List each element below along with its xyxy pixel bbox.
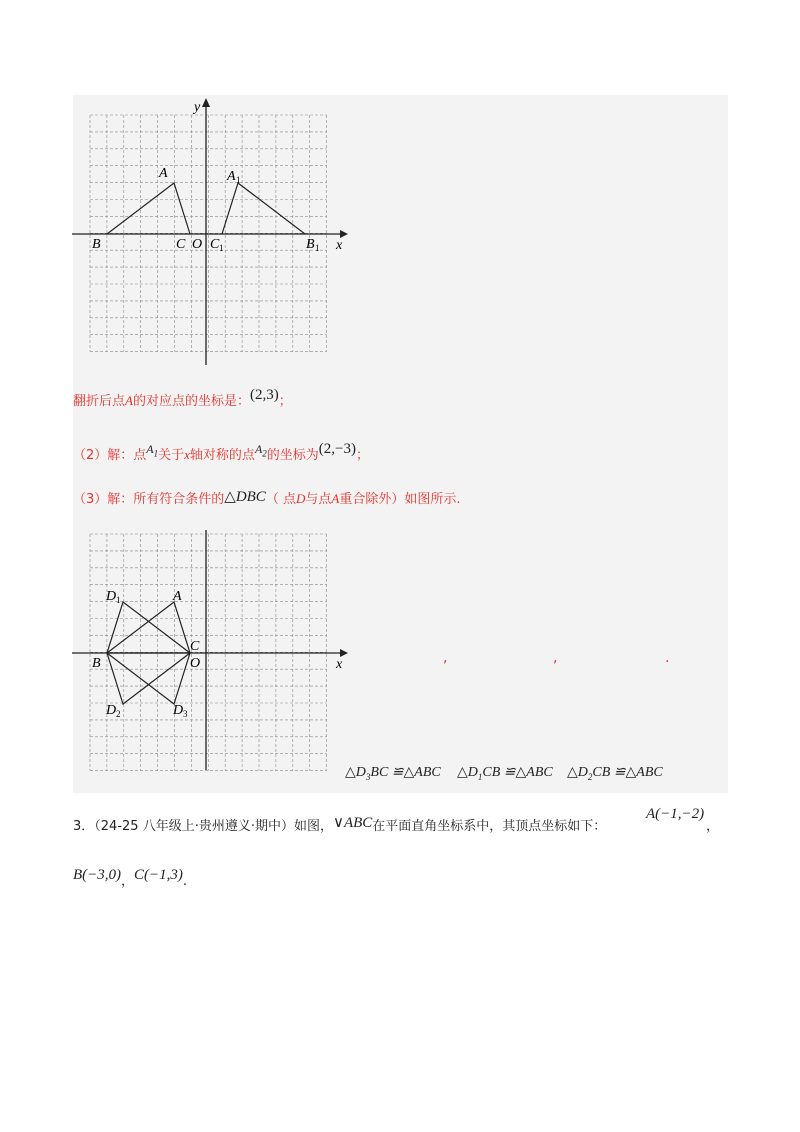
label-b1: B <box>306 237 315 252</box>
question-3-line-1: 3．（24-25 八年级上·贵州遵义·期中）如图，∨ABC在平面直角坐标系中，其顶点坐标如下： <box>73 815 607 834</box>
answer-line-1: 翻折后点A的对应点的坐标是：(2,3)； <box>73 387 292 409</box>
triangle-d1cb <box>107 602 190 653</box>
label-c1: C <box>210 237 220 252</box>
label-o-2: O <box>190 656 201 671</box>
label-d3-sub: 3 <box>183 709 188 719</box>
congruence-1: $\triangle D_3BC$ ≌△ABC <box>345 765 441 782</box>
label-d3: D <box>173 703 184 718</box>
coord-a: A(−1,−2) <box>646 806 705 822</box>
question-source: （24-25 八年级上·贵州遵义·期中）如图， <box>94 819 333 834</box>
figure-2-coordinate-plane <box>70 530 360 775</box>
x-axis-arrow-2 <box>340 649 348 657</box>
label-a1-sub: 1 <box>236 175 241 185</box>
period-1: . <box>665 650 670 666</box>
y-label: y <box>194 100 201 115</box>
label-d2: D <box>106 703 117 718</box>
x-label: x <box>336 238 343 253</box>
label-c: C <box>176 237 186 252</box>
triangle-abc-2 <box>107 602 190 653</box>
label-b-2: B <box>92 656 101 671</box>
question-number: 3． <box>73 819 95 834</box>
question-3-line-2: B(−3,0)，C(−1,3). <box>73 867 188 889</box>
label-c1-sub: 1 <box>219 243 224 253</box>
answer-line-2: （2）解：点$A_1$关于x轴对称的点$A_2$的坐标为(2,−3)； <box>73 441 370 463</box>
comma-2: , <box>553 650 558 666</box>
x-axis-arrow <box>340 230 348 238</box>
congruence-2: $\triangle D_1CB$ ≌△ABC <box>457 765 553 782</box>
y-axis-arrow <box>202 98 210 107</box>
congruence-3: $\triangle D_2CB$ ≌△ABC <box>567 765 663 782</box>
label-o: O <box>192 237 203 252</box>
label-b1-sub: 1 <box>315 243 320 253</box>
label-d1: D <box>106 589 117 604</box>
comma-after-a: ， <box>706 819 720 834</box>
label-a: A <box>159 166 168 181</box>
triangle-d2cb <box>107 653 190 704</box>
label-b: B <box>92 237 101 252</box>
label-c-2: C <box>190 639 200 654</box>
comma-1: , <box>443 650 448 666</box>
x-label-2: x <box>336 657 343 672</box>
answer-line-3: （3）解：所有符合条件的△DBC（ 点D与点A重合除外）如图所示. <box>73 489 461 507</box>
label-a-2: A <box>173 589 182 604</box>
label-a1: A <box>227 169 236 184</box>
figure-1-coordinate-plane <box>70 95 360 370</box>
label-d2-sub: 2 <box>116 709 121 719</box>
triangle-abc <box>107 183 190 234</box>
label-d1-sub: 1 <box>116 595 121 605</box>
triangle-d3bc <box>107 653 190 704</box>
